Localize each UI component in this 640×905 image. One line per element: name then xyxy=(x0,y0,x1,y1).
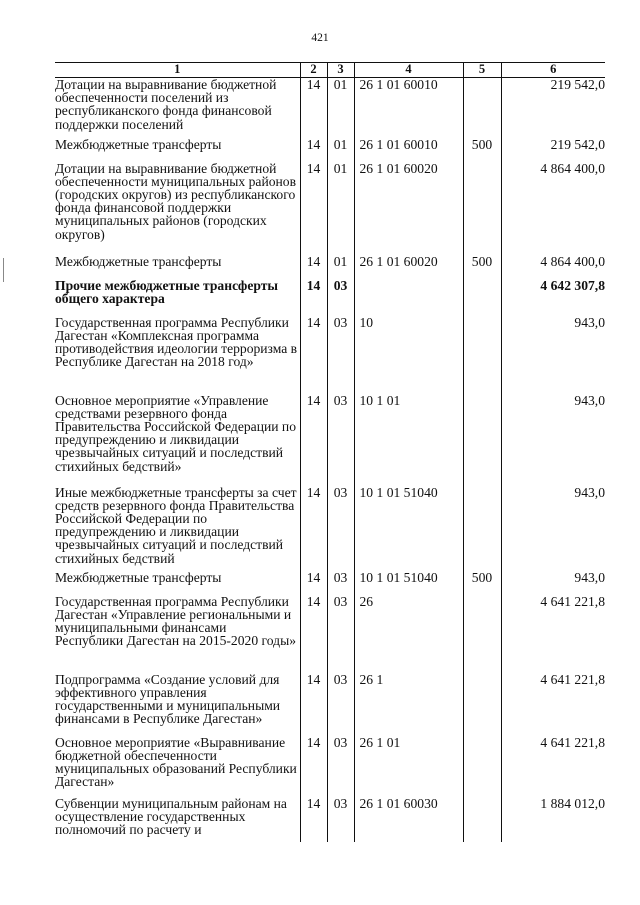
row-subsection: 03 xyxy=(327,486,354,571)
row-section: 14 xyxy=(300,394,327,486)
col-header-4: 4 xyxy=(354,63,463,78)
row-expense-type xyxy=(463,394,501,486)
row-name: Основное мероприятие «Выравнивание бюджетной обеспеченности муниципальных образований Республики Дагестан» xyxy=(55,734,297,790)
row-name: Иные межбюджетные трансферты за счет средств резервного фонда Правительства Российской Федерации по предупреждению и ликвидации чрезвычайных ситуаций и последствий стихийных бедствий xyxy=(55,484,297,566)
row-amount: 4 864 400,0 xyxy=(501,162,605,255)
table-row xyxy=(55,316,605,394)
row-subsection: 01 xyxy=(327,162,354,255)
row-amount: 1 884 012,0 xyxy=(501,797,605,842)
table-row xyxy=(55,595,605,673)
table-row xyxy=(55,78,605,138)
row-expense-type: 500 xyxy=(463,255,501,279)
row-target-article: 10 1 01 51040 xyxy=(354,571,463,595)
row-section: 14 xyxy=(300,162,327,255)
row-expense-type: 500 xyxy=(463,138,501,162)
row-subsection: 03 xyxy=(327,736,354,797)
row-subsection: 01 xyxy=(327,255,354,279)
table-row xyxy=(55,797,605,842)
row-name: Основное мероприятие «Управление средствами резервного фонда Правительства Российской Федерации по предупреждению и ликвидации чрезвычайных ситуаций и последствий стихийных бедствий» xyxy=(55,392,297,474)
row-section: 14 xyxy=(300,255,327,279)
row-section: 14 xyxy=(300,673,327,736)
row-expense-type xyxy=(463,486,501,571)
col-header-6: 6 xyxy=(501,63,605,78)
col-header-1: 1 xyxy=(55,63,300,78)
row-name: Дотации на выравнивание бюджетной обеспеченности поселений из республиканского фонда финансовой поддержки поселений xyxy=(55,77,277,132)
row-expense-type xyxy=(463,673,501,736)
row-amount: 4 641 221,8 xyxy=(501,673,605,736)
row-section: 14 xyxy=(300,279,327,316)
row-amount: 4 641 221,8 xyxy=(501,595,605,673)
row-subsection: 03 xyxy=(327,571,354,595)
table-row xyxy=(55,486,605,571)
row-target-article: 26 1 01 60020 xyxy=(354,255,463,279)
row-expense-type xyxy=(463,162,501,255)
row-expense-type xyxy=(463,78,501,138)
row-target-article: 26 1 01 60020 xyxy=(354,162,463,255)
row-target-article: 10 1 01 51040 xyxy=(354,486,463,571)
row-expense-type xyxy=(463,279,501,316)
row-amount: 219 542,0 xyxy=(501,78,605,138)
row-section: 14 xyxy=(300,571,327,595)
row-section: 14 xyxy=(300,138,327,162)
row-amount: 4 641 221,8 xyxy=(501,736,605,797)
row-target-article: 10 xyxy=(354,316,463,394)
col-header-5: 5 xyxy=(463,63,501,78)
row-subsection: 03 xyxy=(327,394,354,486)
row-target-article: 26 1 01 60030 xyxy=(354,797,463,842)
row-subsection: 03 xyxy=(327,316,354,394)
table-row xyxy=(55,279,605,316)
row-subsection: 03 xyxy=(327,673,354,736)
row-amount: 943,0 xyxy=(501,394,605,486)
row-section: 14 xyxy=(300,595,327,673)
table-row xyxy=(55,571,605,595)
row-name: Государственная программа Республики Дагестан «Управление региональными и муниципальными финансами Республики Дагестан на 2015-2020 годы» xyxy=(55,593,297,649)
table-row xyxy=(55,255,605,279)
row-name: Межбюджетные трансферты xyxy=(55,253,222,269)
row-expense-type xyxy=(463,736,501,797)
row-amount: 4 642 307,8 xyxy=(501,279,605,316)
row-section: 14 xyxy=(300,736,327,797)
row-target-article: 26 xyxy=(354,595,463,673)
row-subsection: 01 xyxy=(327,138,354,162)
row-subsection: 03 xyxy=(327,595,354,673)
row-target-article: 26 1 01 60010 xyxy=(354,78,463,138)
table-row xyxy=(55,394,605,486)
row-section: 14 xyxy=(300,78,327,138)
row-amount: 943,0 xyxy=(501,486,605,571)
row-name: Дотации на выравнивание бюджетной обеспеченности муниципальных районов (городских округов) из республиканского фонда финансовой поддержки муниципальных районов (городских округов) xyxy=(55,160,297,242)
margin-mark xyxy=(3,258,4,282)
row-target-article: 26 1 01 xyxy=(354,736,463,797)
row-name: Межбюджетные трансферты xyxy=(55,136,222,152)
row-expense-type xyxy=(463,595,501,673)
col-header-2: 2 xyxy=(300,63,327,78)
column-number-row xyxy=(55,63,605,78)
row-name: Государственная программа Республики Дагестан «Комплексная программа противодействия идеологии терроризма в Республике Дагестан на 2018 год» xyxy=(55,314,298,370)
row-section: 14 xyxy=(300,797,327,842)
row-name: Субвенции муниципальным районам на осуществление государственных полномочий по расчету и xyxy=(55,795,287,837)
table-row xyxy=(55,138,605,162)
row-expense-type: 500 xyxy=(463,571,501,595)
table-row xyxy=(55,162,605,255)
row-expense-type xyxy=(463,316,501,394)
table-row xyxy=(55,736,605,797)
row-amount: 4 864 400,0 xyxy=(501,255,605,279)
row-amount: 219 542,0 xyxy=(501,138,605,162)
row-target-article xyxy=(354,279,463,316)
row-section: 14 xyxy=(300,316,327,394)
row-subsection: 03 xyxy=(327,797,354,842)
row-name: Межбюджетные трансферты xyxy=(55,569,222,585)
budget-table xyxy=(55,62,605,842)
row-subsection: 01 xyxy=(327,78,354,138)
row-amount: 943,0 xyxy=(501,316,605,394)
table-row xyxy=(55,673,605,736)
row-target-article: 10 1 01 xyxy=(354,394,463,486)
row-subsection: 03 xyxy=(327,279,354,316)
row-expense-type xyxy=(463,797,501,842)
row-name: Подпрограмма «Создание условий для эффективного управления государственными и муниципальными финансами в Республике Дагестан» xyxy=(55,671,281,727)
row-target-article: 26 1 xyxy=(354,673,463,736)
col-header-3: 3 xyxy=(327,63,354,78)
row-section: 14 xyxy=(300,486,327,571)
row-name: Прочие межбюджетные трансферты общего характера xyxy=(55,277,279,306)
row-target-article: 26 1 01 60010 xyxy=(354,138,463,162)
row-amount: 943,0 xyxy=(501,571,605,595)
page-number: 421 xyxy=(311,32,329,44)
